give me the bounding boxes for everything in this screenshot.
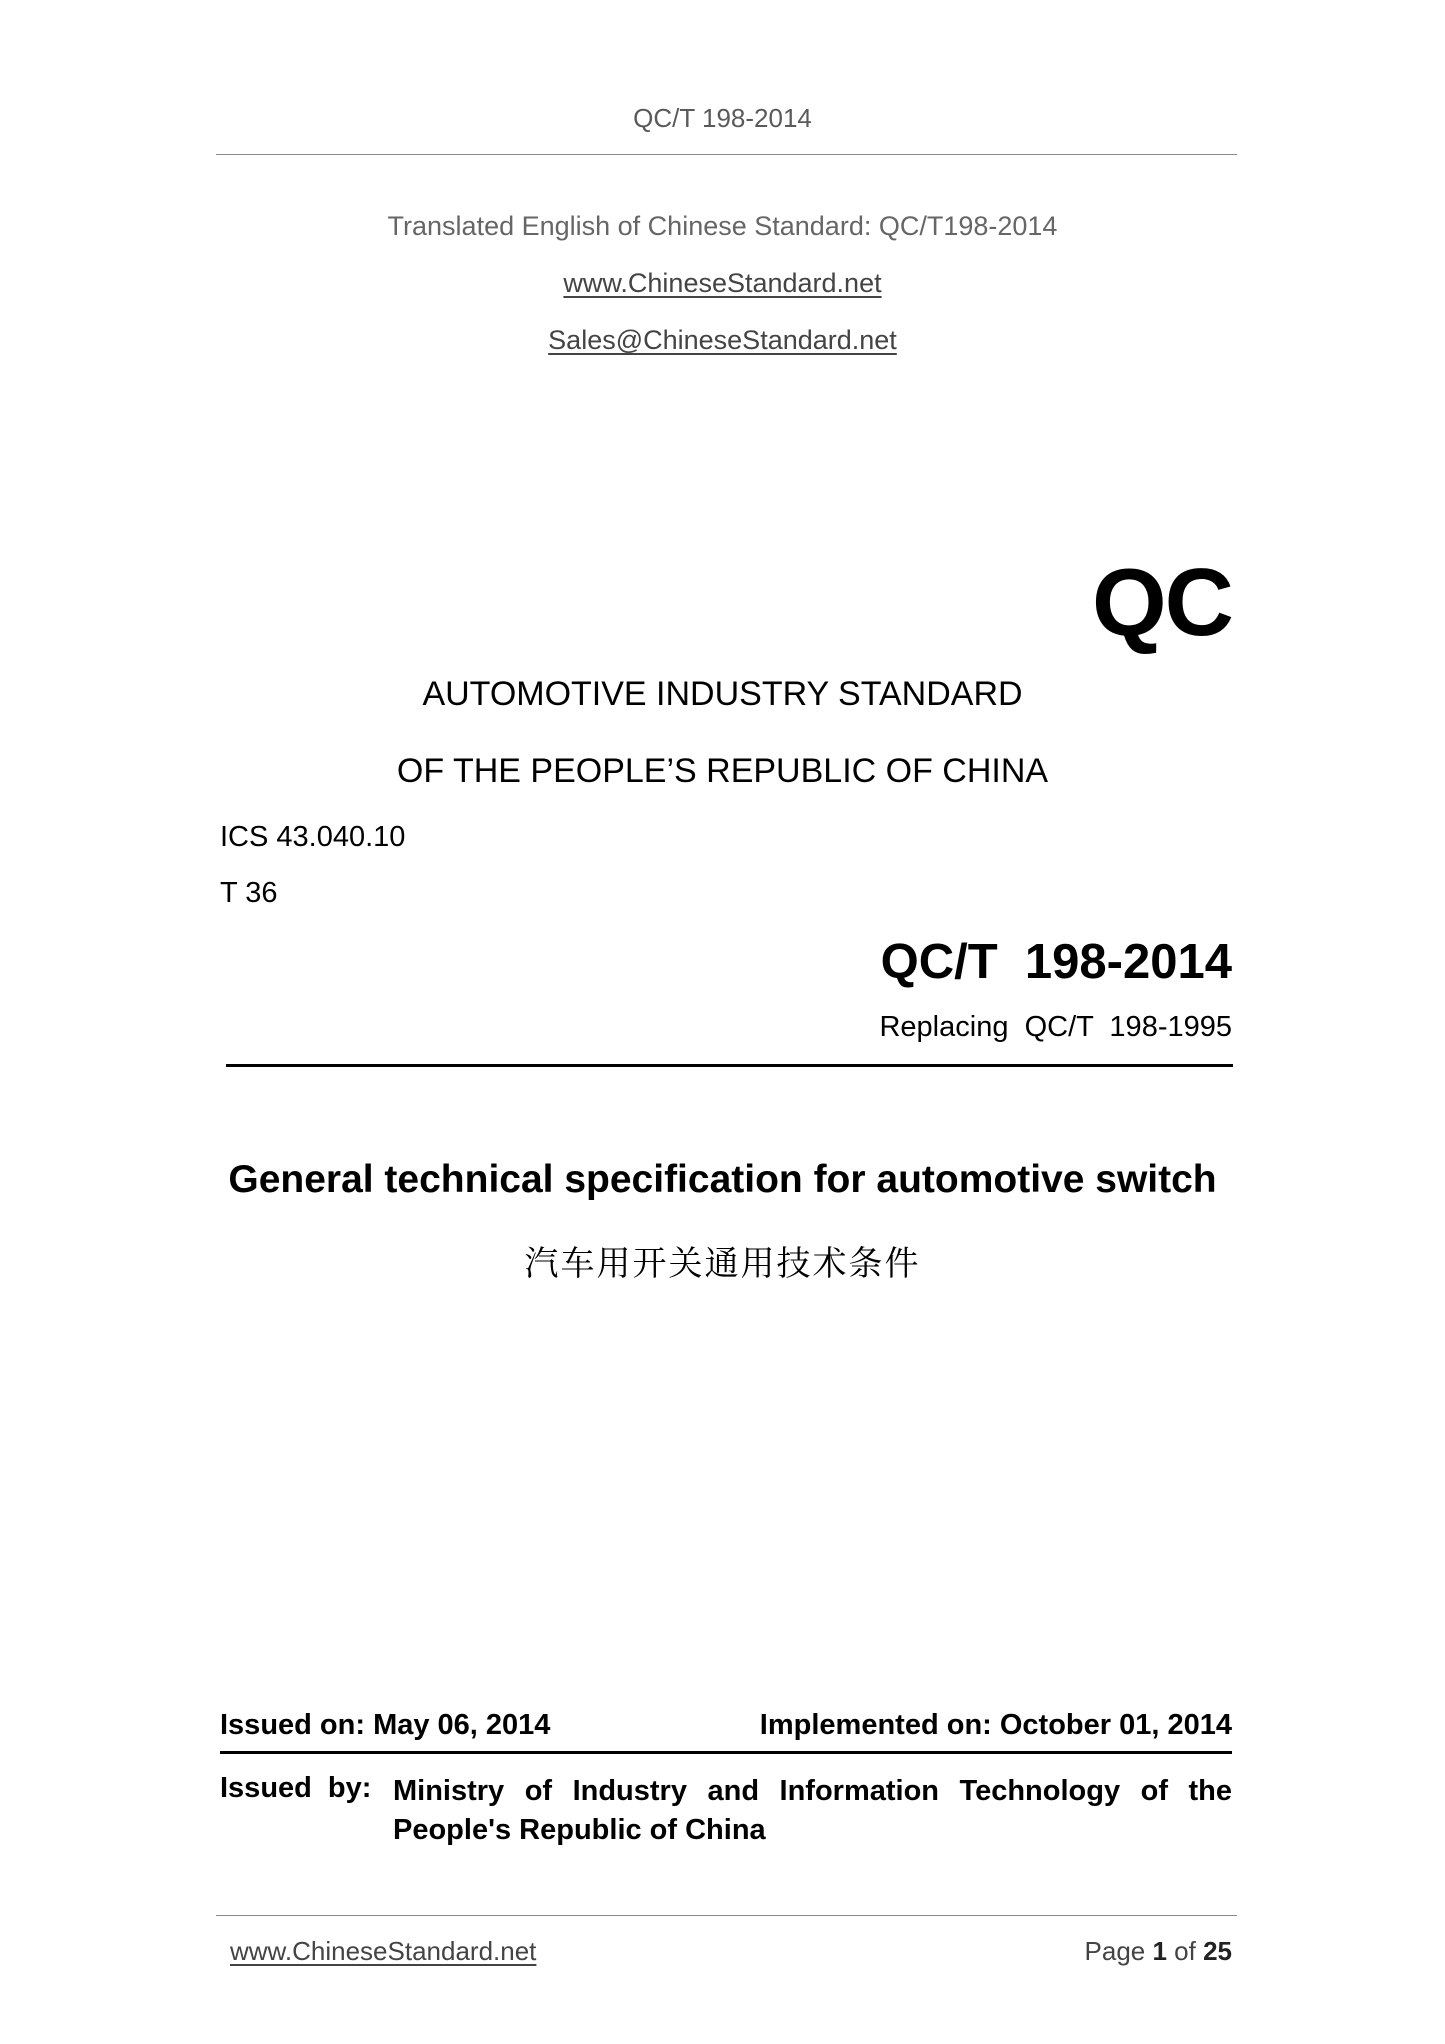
- implemented-on-date: Implemented on: October 01, 2014: [759, 1709, 1232, 1741]
- standard-type-line2: OF THE PEOPLE’S REPUBLIC OF CHINA: [396, 752, 1049, 790]
- footer-website-link[interactable]: www.ChineseStandard.net: [230, 1936, 537, 1966]
- translation-note: Translated English of Chinese Standard: QC/T198-2014: [387, 211, 1058, 241]
- replacing-standard: Replacing QC/T 198-1995: [879, 1011, 1232, 1043]
- standard-number: QC/T 198-2014: [880, 935, 1232, 989]
- footer-divider: [216, 1915, 1237, 1916]
- issued-by-label: Issued by:: [220, 1772, 372, 1804]
- website-link-text[interactable]: www.ChineseStandard.net: [563, 268, 882, 298]
- email-link: [0, 325, 1445, 356]
- header-divider: [216, 154, 1237, 155]
- page-prefix: Page: [1084, 1936, 1153, 1966]
- dates-divider: [220, 1751, 1232, 1754]
- ics-code: ICS 43.040.10: [220, 821, 406, 853]
- email-link-text[interactable]: Sales@ChineseStandard.net: [548, 325, 897, 355]
- issuer-name: Ministry of Industry and Information Technology of the People's Republic of China: [393, 1775, 1232, 1846]
- document-title-en: General technical specification for automotive switch: [228, 1158, 1217, 1201]
- classification-code: T 36: [220, 877, 278, 909]
- page-current: 1: [1152, 1936, 1167, 1966]
- page-number: [1085, 1936, 1232, 1967]
- page-of: of: [1166, 1936, 1204, 1966]
- running-header-title: QC/T 198-2014: [633, 103, 812, 133]
- document-title-cn: 汽车用开关通用技术条件: [524, 1244, 921, 1284]
- qc-logo: QC: [1092, 549, 1232, 656]
- website-link: [0, 268, 1445, 299]
- issued-on-date: Issued on: May 06, 2014: [220, 1709, 551, 1741]
- standard-type-line1: AUTOMOTIVE INDUSTRY STANDARD: [422, 675, 1023, 713]
- page-total: 25: [1203, 1936, 1232, 1966]
- title-divider: [226, 1064, 1233, 1067]
